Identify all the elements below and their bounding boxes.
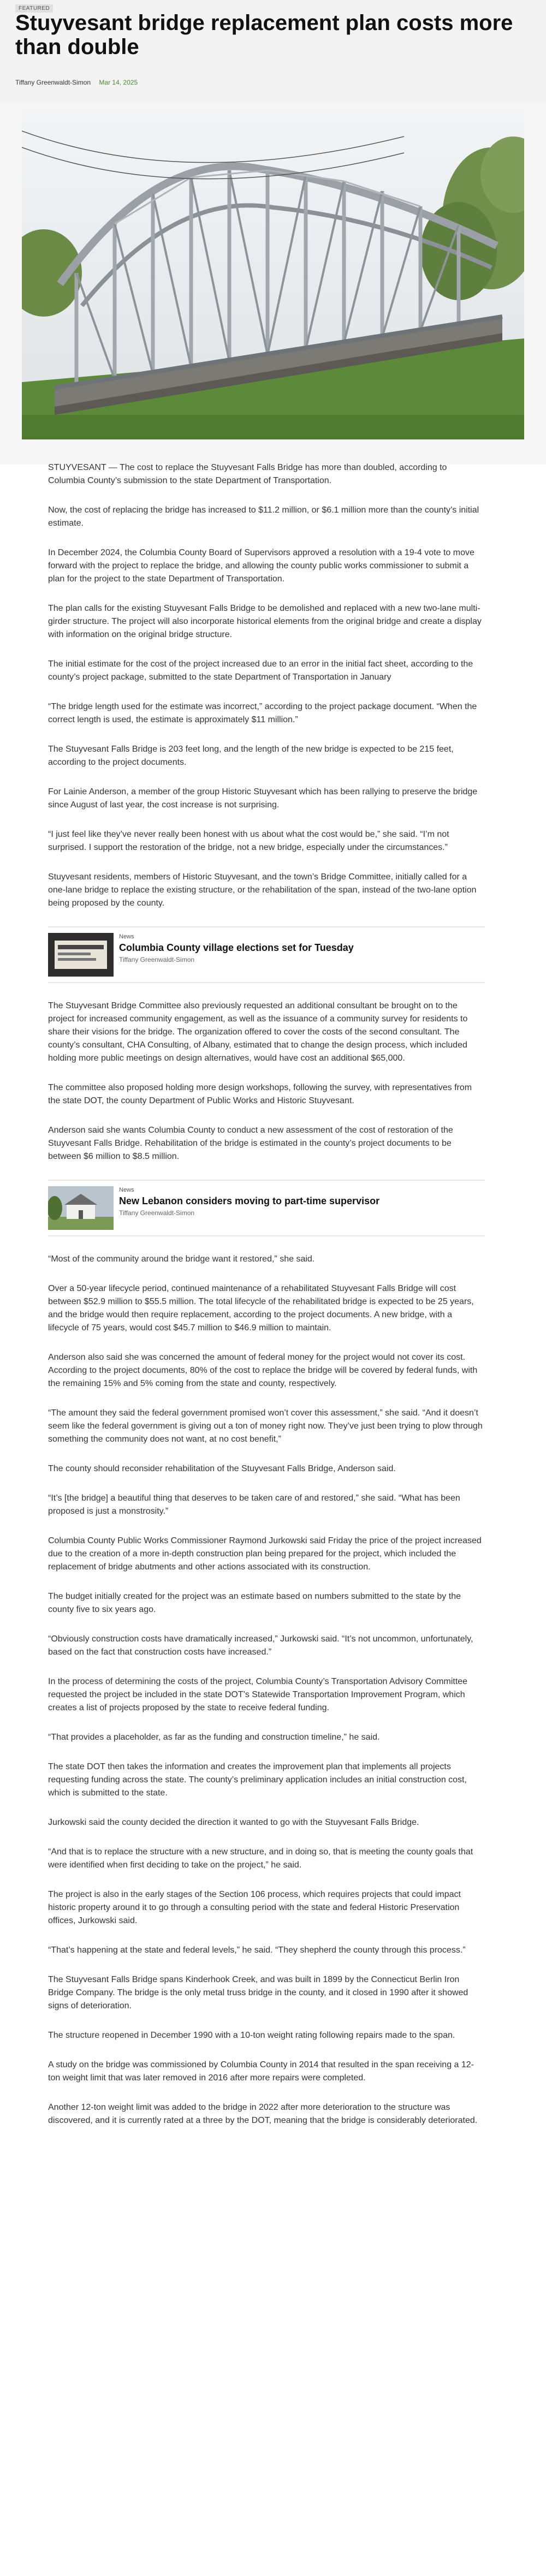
paragraph: The project is also in the early stages of the Section 106 process, which requires projects that could impact historic property around it to go through a consulting period with the state and federal Historic Preservation offices, Jurkowski said.: [48, 1890, 461, 1925]
paragraph: Now, the cost of replacing the bridge has increased to $11.2 million, or $6.1 million more than the county’s initial estimate.: [48, 505, 479, 528]
paragraph: The Stuyvesant Falls Bridge is 203 feet long, and the length of the new bridge is expected to be 215 feet, according to the project documents.: [48, 745, 454, 767]
paragraph: The state DOT then takes the information and creates the improvement plan that implements all projects requesting funding across the state. The county’s preliminary application includes an initial construction cost, which is submitted to the state.: [48, 1762, 467, 1798]
paragraph: Anderson said she wants Columbia County to conduct a new assessment of the cost of restoration of the Stuyvesant Falls Bridge. Rehabilitation of the bridge is estimated in the county’s project documents to be between $6 million to $8.5 million.: [48, 1126, 453, 1161]
paragraph: Over a 50-year lifecycle period, continued maintenance of a rehabilitated Stuyvesant Falls Bridge will cost between $52.9 million to $55.5 million. The total lifecycle of the rehabilitated bridge is expected to be 25 years, and the bridge would then require replacement, according to the project documents. A new bridge, with a lifecycle of 75 years, would cost $45.7 million to $46.9 million to maintain.: [48, 1284, 474, 1332]
related-author[interactable]: Tiffany Greenwaldt-Simon: [119, 1209, 195, 1217]
paragraph: “And that is to replace the structure with a new structure, and in doing so, that is meeting the county goals that were identified when first deciding to take on the project,” he said.: [48, 1847, 473, 1870]
paragraph: Anderson also said she was concerned the amount of federal money for the project would not cover its cost. According to the project documents, 80% of the cost to replace the bridge will be covered by federal funds, with the remaining 15% and 5% coming from the state and county, respectively.: [48, 1353, 478, 1388]
paragraph: The budget initially created for the project was an estimate based on numbers submitted to the state by the county five to six years ago.: [48, 1592, 461, 1614]
paragraph: “That’s happening at the state and federal levels,” he said. “They shepherd the county through this process.”: [48, 1946, 466, 1955]
paragraph: “The bridge length used for the estimate was incorrect,” according to the project package document. “When the correct length is used, the estimate is approximately $11 million.”: [48, 702, 477, 724]
paragraph: STUYVESANT — The cost to replace the Stuyvesant Falls Bridge has more than doubled, according to Columbia County’s submission to the state Department of Transportation.: [48, 463, 447, 485]
paragraph: Jurkowski said the county decided the direction it wanted to go with the Stuyvesant Falls Bridge.: [48, 1818, 419, 1827]
paragraph: Columbia County Public Works Commissioner Raymond Jurkowski said Friday the price of the project increased due to the creation of a more in-depth construction plan being prepared for the project, which included the replacement of bridge abutments and other actions associated with its construction.: [48, 1536, 482, 1572]
related-title[interactable]: New Lebanon considers moving to part-time supervisor: [119, 1195, 380, 1206]
related-article-card[interactable]: [48, 926, 485, 983]
paragraph: In the process of determining the costs of the project, Columbia County’s Transportation Advisory Committee requested the project be included in the state DOT’s Statewide Transportation Improvement Program, which creates a list of projects proposed by the state to receive federal funding.: [48, 1677, 468, 1712]
paragraph: The structure reopened in December 1990 with a 10-ton weight rating following repairs made to the span.: [48, 2031, 455, 2040]
related-meta: [119, 933, 354, 965]
related-kicker[interactable]: News: [119, 1187, 134, 1193]
byline: [15, 79, 138, 86]
related-thumbnail[interactable]: [48, 1186, 114, 1230]
publish-date: Mar 14, 2025: [99, 79, 138, 86]
related-kicker[interactable]: News: [119, 933, 134, 940]
paragraph: Another 12-ton weight limit was added to the bridge in 2022 after more deterioration to the structure was discovered, and it is currently rated at a three by the DOT, meaning that the bridge is considerably deteriorated.: [48, 2103, 478, 2125]
related-title[interactable]: Columbia County village elections set for Tuesday: [119, 942, 354, 953]
paragraph: “The amount they said the federal government promised won’t cover this assessment,” she said. “And it doesn’t seem like the federal government is giving out a ton of money right now. They’ve just been trying to plow through something the community does not want, at no cost benefit,”: [48, 1408, 483, 1444]
paragraph: “Most of the community around the bridge want it restored,” she said.: [48, 1254, 315, 1264]
paragraph: In December 2024, the Columbia County Board of Supervisors approved a resolution with a 19-4 vote to move forward with the project to replace the bridge, and allowing the county public works commissioner to submit a plan for the project to the state Department of Transportation.: [48, 548, 474, 584]
related-article-card[interactable]: [48, 1180, 485, 1236]
paragraph: Stuyvesant residents, members of Historic Stuyvesant, and the town’s Bridge Committee, initially called for a one-lane bridge to replace the existing structure, or the rehabilitation of the span, instead of the two-lane option being proposed by the county.: [48, 872, 477, 908]
article-body: [48, 461, 485, 2144]
paragraph: “Obviously construction costs have dramatically increased,” Jurkowski said. “It’s not uncommon, unfortunately, based on the fact that construction costs have increased.”: [48, 1634, 473, 1657]
paragraph: A study on the bridge was commissioned by Columbia County in 2014 that resulted in the span receiving a 12-ton weight limit that was later removed in 2016 after more repairs were completed.: [48, 2060, 474, 2083]
paragraph: The committee also proposed holding more design workshops, following the survey, with representatives from the state DOT, the county Department of Public Works and Historic Stuyvesant.: [48, 1083, 472, 1105]
related-author[interactable]: Tiffany Greenwaldt-Simon: [119, 956, 195, 963]
paragraph: The plan calls for the existing Stuyvesant Falls Bridge to be demolished and replaced with a new two-lane multi-girder structure. The project will also incorporate historical elements from the original bridge and create a display with information on the original bridge structure.: [48, 604, 482, 639]
paragraph: “I just feel like they’ve never really been honest with us about what the cost would be,” she said. “I’m not surprised. I support the restoration of the bridge, not a new bridge, especially under the circumstances.”: [48, 830, 449, 852]
paragraph: The county should reconsider rehabilitation of the Stuyvesant Falls Bridge, Anderson said.: [48, 1464, 396, 1473]
paragraph: The Stuyvesant Falls Bridge spans Kinderhook Creek, and was built in 1899 by the Connecticut Berlin Iron Bridge Company. The bridge is the only metal truss bridge in the county, and it closed in 1990 after it showed signs of deterioration.: [48, 1975, 468, 2010]
bridge-photo[interactable]: [22, 109, 524, 439]
related-thumbnail[interactable]: [48, 933, 114, 977]
page-title: Stuyvesant bridge replacement plan costs more than double: [15, 11, 513, 59]
paragraph: The Stuyvesant Bridge Committee also previously requested an additional consultant be brought on to the project for increased community engagement, as well as the issuance of a community survey for residents to share their visions for the bridge. The organization offered to cover the costs of the second consultant. The county’s consultant, CHA Consulting, of Albany, estimated that to change the design process, which included holding more public meetings on design alternatives, would have cost an additional $65,000.: [48, 1001, 468, 1063]
paragraph: For Lainie Anderson, a member of the group Historic Stuyvesant which has been rallying to preserve the bridge since August of last year, the cost increase is not surprising.: [48, 787, 478, 810]
featured-badge: FEATURED: [15, 4, 53, 13]
related-meta: [119, 1186, 379, 1218]
article-header: [0, 0, 546, 101]
paragraph: “That provides a placeholder, as far as the funding and construction timeline,” he said.: [48, 1733, 380, 1742]
paragraph: “It’s [the bridge] a beautiful thing that deserves to be taken care of and restored,” she said. “What has been proposed is just a monstrosity.”: [48, 1494, 460, 1516]
author-link[interactable]: Tiffany Greenwaldt-Simon: [15, 79, 91, 86]
paragraph: The initial estimate for the cost of the project increased due to an error in the initial fact sheet, according to the county’s project package, submitted to the state Department of Transportation in January: [48, 659, 473, 682]
